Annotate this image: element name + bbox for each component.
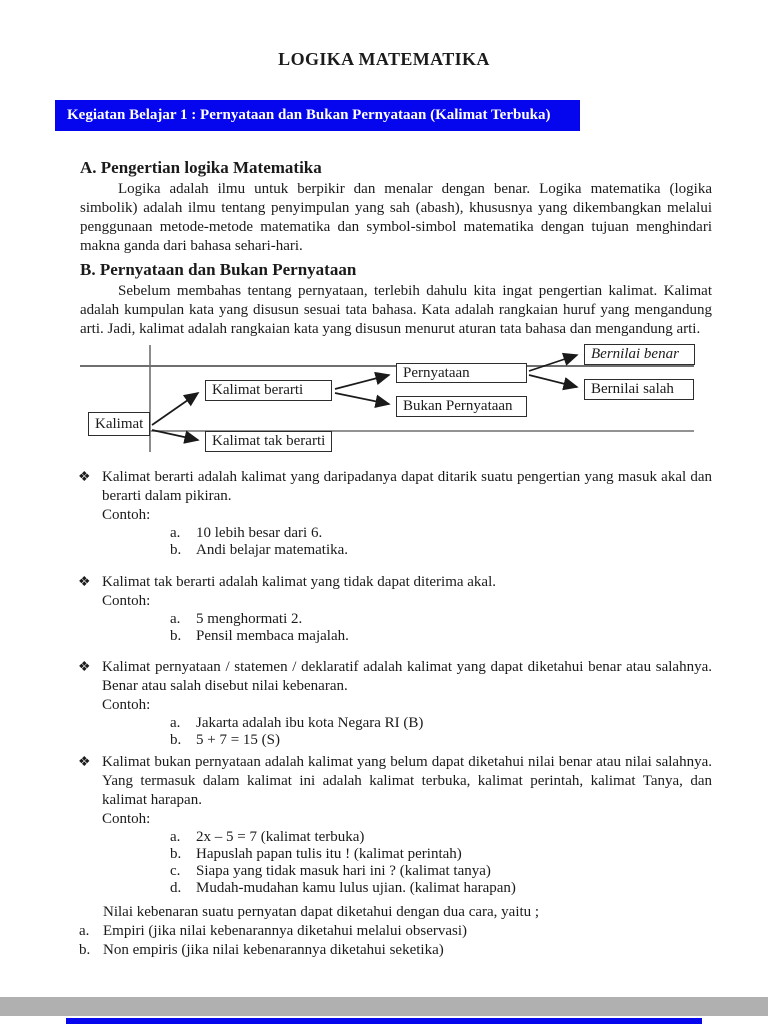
item-letter: b. [79,942,91,958]
example-letter: b. [170,628,182,644]
section-b-paragraph: Sebelum membahas tentang pernyataan, terlebih dahulu kita ingat pengertian kalimat. Kalimat adalah kumpulan kata yang disusun sesuai tata bahasa. Kata adalah rangkaian huruf yang mengandung arti. Jadi, kalimat adalah rangkaian kata yang disusun menurut aturan tata bahasa dan mengandung arti. [80,283,712,337]
diagram-node-kalimat-tak-berarti: Kalimat tak berarti [205,431,332,452]
example-letter: a. [170,829,181,845]
example-item [170,863,712,880]
example-item [170,732,712,749]
diamond-bullet-icon: ❖ [78,755,91,770]
diagram-node-kalimat-berarti: Kalimat berarti [205,380,332,401]
example-letter: b. [170,732,182,748]
example-letter: b. [170,846,182,862]
bullet-item-kalimat-bukan-pernyataan [78,753,712,897]
example-text: Jakarta adalah ibu kota Negara RI (B) [196,715,424,731]
truth-value-intro: Nilai kebenaran suatu pernyatan dapat diketahui dengan dua cara, yaitu ; [103,904,540,920]
item-letter: a. [79,923,90,939]
truth-value-section [80,903,712,960]
example-item [170,542,712,559]
example-letter: c. [170,863,181,879]
page-separator [0,997,768,1016]
diagram-node-pernyataan: Pernyataan [396,363,527,383]
next-page-banner-edge [66,1018,702,1024]
example-item [170,628,712,645]
diagram-node-bernilai-salah: Bernilai salah [584,379,694,400]
contoh-label: Contoh: [102,593,151,609]
example-text: 10 lebih besar dari 6. [196,525,323,541]
example-item [170,525,712,542]
example-text: Andi belajar matematika. [196,542,349,558]
contoh-label: Contoh: [102,697,151,713]
bullet-text: Kalimat pernyataan / statemen / deklaratif adalah kalimat yang dapat diketahui benar atau salahnya. Benar atau salah disebut nilai kebenaran. [102,659,712,694]
bullet-item-kalimat-tak-berarti [78,573,712,645]
contoh-label: Contoh: [102,811,151,827]
lesson-banner-label: Kegiatan Belajar 1 : Pernyataan dan Bukan Pernyataan (Kalimat Terbuka) [67,107,551,123]
example-letter: b. [170,542,182,558]
bullet-text: Kalimat bukan pernyataan adalah kalimat yang belum dapat diketahui nilai benar atau nilai salahnya. Yang termasuk dalam kalimat ini adalah kalimat terbuka, kalimat perintah, kalimat Tanya, dan kalimat harapan. [102,754,712,808]
contoh-label: Contoh: [102,507,151,523]
truth-value-item [79,941,712,960]
bullet-item-kalimat-berarti [78,468,712,559]
example-text: 5 menghormati 2. [196,611,303,627]
bullet-text: Kalimat berarti adalah kalimat yang daripadanya dapat ditarik suatu pengertian yang masuk akal dan berarti dalam pikiran. [102,469,712,504]
example-letter: a. [170,611,181,627]
section-a-paragraph: Logika adalah ilmu untuk berpikir dan menalar dengan benar. Logika matematika (logika simbolik) adalah ilmu tentang penyimpulan yang sah (abash), khususnya yang dikembangkan melalui penggunaan metode-metode matematika dan symbol-simbol matematika dengan tujuan menghindari makna ganda dari bahasa sehari-hari. [80,181,712,254]
diamond-bullet-icon: ❖ [78,575,91,590]
example-text: 2x – 5 = 7 (kalimat terbuka) [196,829,365,845]
section-a-heading: A. Pengertian logika Matematika [80,158,322,177]
example-text: Hapuslah papan tulis itu ! (kalimat perintah) [196,846,462,862]
diagram-node-bukan-pernyataan: Bukan Pernyataan [396,396,527,417]
example-letter: a. [170,525,181,541]
example-item [170,829,712,846]
page-content [80,0,712,1024]
example-text: Pensil membaca majalah. [196,628,349,644]
example-letter: d. [170,880,182,896]
example-text: Mudah-mudahan kamu lulus ujian. (kalimat harapan) [196,880,516,896]
section-b-heading: B. Pernyataan dan Bukan Pernyataan [80,260,357,279]
example-item [170,715,712,732]
example-text: 5 + 7 = 15 (S) [196,732,281,748]
bullet-text: Kalimat tak berarti adalah kalimat yang tidak dapat diterima akal. [102,574,497,590]
example-item [170,611,712,628]
truth-value-item [79,922,712,941]
item-text: Non empiris (jika nilai kebenarannya diketahui seketika) [103,942,444,958]
example-item [170,846,712,863]
example-letter: a. [170,715,181,731]
sentence-classification-diagram [80,340,712,458]
diagram-node-bernilai-benar: Bernilai benar [584,344,695,365]
item-text: Empiri (jika nilai kebenarannya diketahui melalui observasi) [103,923,468,939]
bullet-item-kalimat-pernyataan [78,658,712,749]
page-title: LOGIKA MATEMATIKA [278,49,490,69]
diagram-node-kalimat: Kalimat [88,412,150,436]
diamond-bullet-icon: ❖ [78,660,91,675]
diamond-bullet-icon: ❖ [78,470,91,485]
example-text: Siapa yang tidak masuk hari ini ? (kalimat tanya) [196,863,491,879]
example-item [170,880,712,897]
